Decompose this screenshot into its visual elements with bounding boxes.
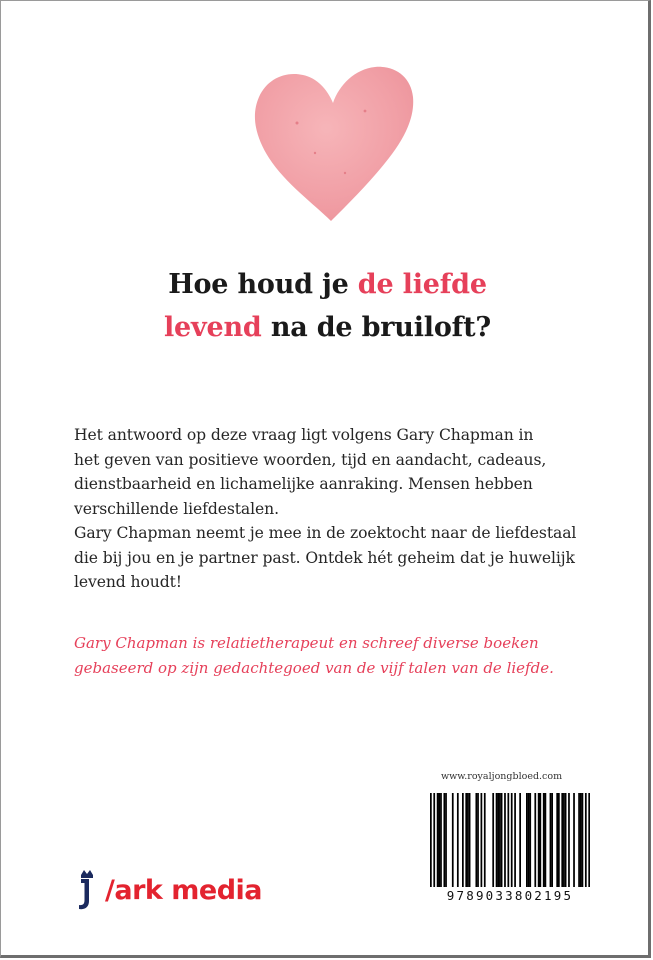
isbn-number: 9789033802195 bbox=[446, 888, 574, 903]
barcode-bar bbox=[545, 793, 547, 887]
barcode-bar bbox=[443, 793, 445, 887]
blurb-line: die bij jou en je partner past. Ontdek hét geheim dat je huwelijk bbox=[74, 548, 575, 567]
barcode-bar bbox=[528, 793, 530, 887]
barcode-bar bbox=[585, 793, 587, 887]
heart-icon bbox=[245, 63, 417, 225]
blurb-line: het geven van positieve woorden, tijd en aandacht, cadeaus, bbox=[74, 450, 547, 469]
headline-accent: levend bbox=[164, 312, 262, 343]
barcode-bar bbox=[558, 793, 560, 887]
headline-line-2 bbox=[1, 306, 653, 349]
barcode-bar bbox=[519, 793, 521, 887]
barcode-bar bbox=[588, 793, 590, 887]
barcode-bar bbox=[578, 793, 580, 887]
isbn-barcode bbox=[426, 789, 594, 907]
barcode-bar bbox=[467, 793, 469, 887]
headline-line-1 bbox=[1, 263, 653, 306]
barcode-bar bbox=[534, 793, 536, 887]
publisher-name-text: ark media bbox=[114, 875, 263, 906]
blurb-line: Gary Chapman neemt je mee in de zoektocht naar de liefdestaal bbox=[74, 524, 577, 542]
barcode-bar bbox=[452, 793, 454, 887]
barcode-bar bbox=[477, 793, 479, 887]
headline-text: na de bruiloft? bbox=[261, 312, 491, 343]
crown-j-logo-icon bbox=[73, 869, 103, 913]
barcode-bar bbox=[481, 793, 483, 887]
author-bio bbox=[74, 631, 634, 680]
barcode-bar bbox=[511, 793, 513, 887]
barcode-bar bbox=[526, 793, 528, 887]
barcode-bar bbox=[465, 793, 467, 887]
barcode-bar bbox=[529, 793, 531, 887]
barcode-bar bbox=[457, 793, 459, 887]
barcode-bar bbox=[496, 793, 498, 887]
barcode-bar bbox=[539, 793, 541, 887]
barcode-bar bbox=[563, 793, 565, 887]
barcode-bar bbox=[550, 793, 552, 887]
barcode-bar bbox=[499, 793, 501, 887]
barcode-bar bbox=[492, 793, 494, 887]
barcode-bar bbox=[445, 793, 447, 887]
barcode-bar bbox=[484, 793, 486, 887]
barcode-bar bbox=[538, 793, 540, 887]
barcode-bar bbox=[551, 793, 553, 887]
headline-accent: de liefde bbox=[357, 269, 487, 300]
logo-slash: / bbox=[105, 875, 115, 906]
barcode-bar bbox=[580, 793, 582, 887]
barcode-bar bbox=[440, 793, 442, 887]
barcode-bar bbox=[469, 793, 471, 887]
barcode-bar bbox=[504, 793, 506, 887]
barcode-bar bbox=[462, 793, 464, 887]
barcode-bars bbox=[430, 793, 590, 889]
barcode-bar bbox=[507, 793, 509, 887]
barcode-bar bbox=[573, 793, 575, 887]
barcode-bar bbox=[437, 793, 439, 887]
barcode-bar bbox=[501, 793, 503, 887]
barcode-bar bbox=[561, 793, 563, 887]
headline-text: Hoe houd je bbox=[168, 269, 358, 300]
blurb-line: dienstbaarheid en lichamelijke aanraking. Mensen hebben bbox=[74, 475, 533, 493]
barcode-bar bbox=[475, 793, 477, 887]
barcode-bar bbox=[582, 793, 584, 887]
publisher-website: www.royaljongbloed.com bbox=[441, 771, 563, 782]
barcode-bar bbox=[514, 793, 516, 887]
barcode-bar bbox=[565, 793, 567, 887]
barcode-bar bbox=[556, 793, 558, 887]
barcode-bar bbox=[438, 793, 440, 887]
barcode-bar bbox=[568, 793, 570, 887]
author-bio-line: gebaseerd op zijn gedachtegoed van de vijf talen van de liefde. bbox=[74, 658, 554, 677]
barcode-bar bbox=[433, 793, 435, 887]
blurb-paragraph bbox=[74, 423, 634, 595]
blurb-line: Het antwoord op deze vraag ligt volgens Gary Chapman in bbox=[74, 426, 534, 444]
headline bbox=[1, 263, 653, 349]
barcode-bar bbox=[543, 793, 545, 887]
author-bio-line: Gary Chapman is relatietherapeut en schreef diverse boeken bbox=[74, 634, 539, 652]
barcode-bar bbox=[497, 793, 499, 887]
blurb-line: verschillende liefdestalen. bbox=[74, 499, 279, 518]
blurb-line: levend houdt! bbox=[74, 573, 182, 591]
publisher-name bbox=[105, 875, 262, 906]
barcode-bar bbox=[430, 793, 432, 887]
